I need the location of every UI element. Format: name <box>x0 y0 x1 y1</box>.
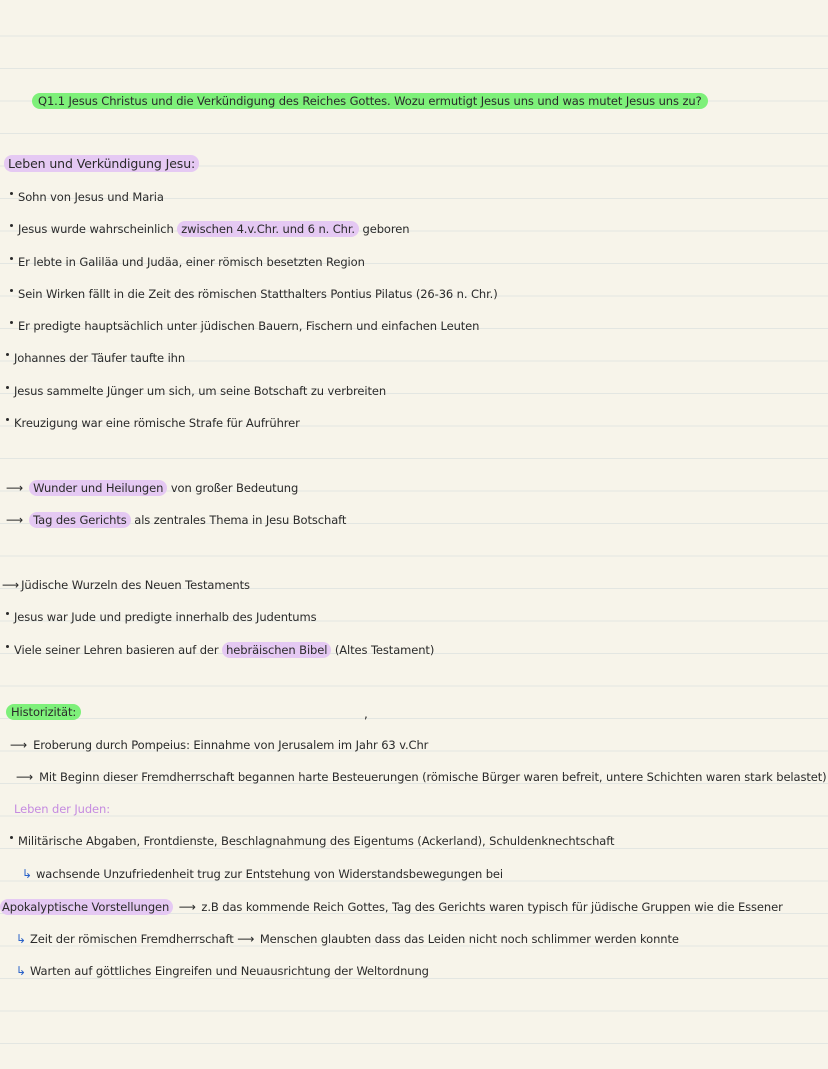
bullet-dot-icon <box>10 192 13 195</box>
list-item: Kreuzigung war eine römische Strafe für Aufrührer <box>6 415 300 431</box>
right-arrow-icon: ⟶ <box>16 770 34 784</box>
subheading-leben-der-juden: Leben der Juden: <box>14 802 110 816</box>
hook-arrow-icon: ↳ <box>22 867 32 881</box>
list-item: Jesus wurde wahrscheinlich zwischen 4.v.Chr. und 6 n. Chr. geboren <box>10 221 409 237</box>
bullet-dot-icon <box>6 353 9 356</box>
arrow-item: ⟶ Wunder und Heilungen von großer Bedeutung <box>6 481 299 495</box>
highlight-date-range: zwischen 4.v.Chr. und 6 n. Chr. <box>177 221 359 237</box>
bullet-dot-icon <box>6 645 9 648</box>
arrow-item: ⟶ Mit Beginn dieser Fremdherrschaft begannen harte Besteuerungen (römische Bürger waren befreit, untere Schichten waren stark belastet) <box>16 770 827 784</box>
list-item: Sein Wirken fällt in die Zeit des römischen Statthalters Pontius Pilatus (26-36 n. Chr.) <box>10 286 498 302</box>
hook-item: ↳ wachsende Unzufriedenheit trug zur Entstehung von Widerstandsbewegungen bei <box>22 867 503 881</box>
bullet-dot-icon <box>10 257 13 260</box>
bullet-dot-icon <box>10 836 13 839</box>
hook-item: ↳ Zeit der römischen Fremdherrschaft ⟶ Menschen glaubten dass das Leiden nicht noch schlimmer werden konnte <box>16 932 679 946</box>
right-arrow-icon: ⟶ <box>6 513 24 527</box>
bullet-dot-icon <box>6 418 9 421</box>
apocalyptic-line: Apokalyptische Vorstellungen ⟶ z.B das kommende Reich Gottes, Tag des Gerichts waren typisch für jüdische Gruppen wie die Essener <box>2 900 783 914</box>
stray-comma: , <box>364 707 368 721</box>
bullet-dot-icon <box>6 386 9 389</box>
list-item: Militärische Abgaben, Frontdienste, Beschlagnahmung des Eigentums (Ackerland), Schuldenknechtschaft <box>10 833 614 849</box>
highlight-wunder: Wunder und Heilungen <box>29 480 167 496</box>
hook-arrow-icon: ↳ <box>16 932 26 946</box>
arrow-item: ⟶ Eroberung durch Pompeius: Einnahme von Jerusalem im Jahr 63 v.Chr <box>10 738 429 752</box>
list-item: Johannes der Täufer taufte ihn <box>6 350 185 366</box>
hook-item: ↳ Warten auf göttliches Eingreifen und Neuausrichtung der Weltordnung <box>16 964 429 978</box>
bullet-dot-icon <box>6 612 9 615</box>
right-arrow-icon: ⟶ <box>10 738 28 752</box>
bullet-dot-icon <box>10 321 13 324</box>
section-heading-historizitaet: Historizität: <box>6 704 81 720</box>
list-item: Jesus sammelte Jünger um sich, um seine Botschaft zu verbreiten <box>6 383 386 399</box>
list-item: Jesus war Jude und predigte innerhalb des Judentums <box>6 609 316 625</box>
list-item: Er predigte hauptsächlich unter jüdischen Bauern, Fischern und einfachen Leuten <box>10 318 479 334</box>
title-line <box>32 93 708 109</box>
right-arrow-icon: ⟶ <box>237 932 255 946</box>
section-heading-wurzeln: ⟶ Jüdische Wurzeln des Neuen Testaments <box>2 578 250 592</box>
arrow-item: ⟶ Tag des Gerichts als zentrales Thema in Jesu Botschaft <box>6 513 347 527</box>
list-item: Viele seiner Lehren basieren auf der hebräischen Bibel (Altes Testament) <box>6 642 434 658</box>
right-arrow-icon: ⟶ <box>6 481 24 495</box>
right-arrow-icon: ⟶ <box>178 900 196 914</box>
page-title: Q1.1 Jesus Christus und die Verkündigung des Reiches Gottes. Wozu ermutigt Jesus uns und was mutet Jesus uns zu? <box>32 93 708 109</box>
section-heading-leben: Leben und Verkündigung Jesu: <box>4 156 199 172</box>
bullet-dot-icon <box>10 224 13 227</box>
hook-arrow-icon: ↳ <box>16 964 26 978</box>
bullet-dot-icon <box>10 289 13 292</box>
highlight-gericht: Tag des Gerichts <box>29 512 131 528</box>
highlight-apokalyptisch: Apokalyptische Vorstellungen <box>0 899 173 915</box>
right-arrow-icon: ⟶ <box>2 578 20 592</box>
list-item: Sohn von Jesus und Maria <box>10 189 164 205</box>
highlight-hebraeische-bibel: hebräischen Bibel <box>222 642 331 658</box>
list-item: Er lebte in Galiläa und Judäa, einer römisch besetzten Region <box>10 254 365 270</box>
